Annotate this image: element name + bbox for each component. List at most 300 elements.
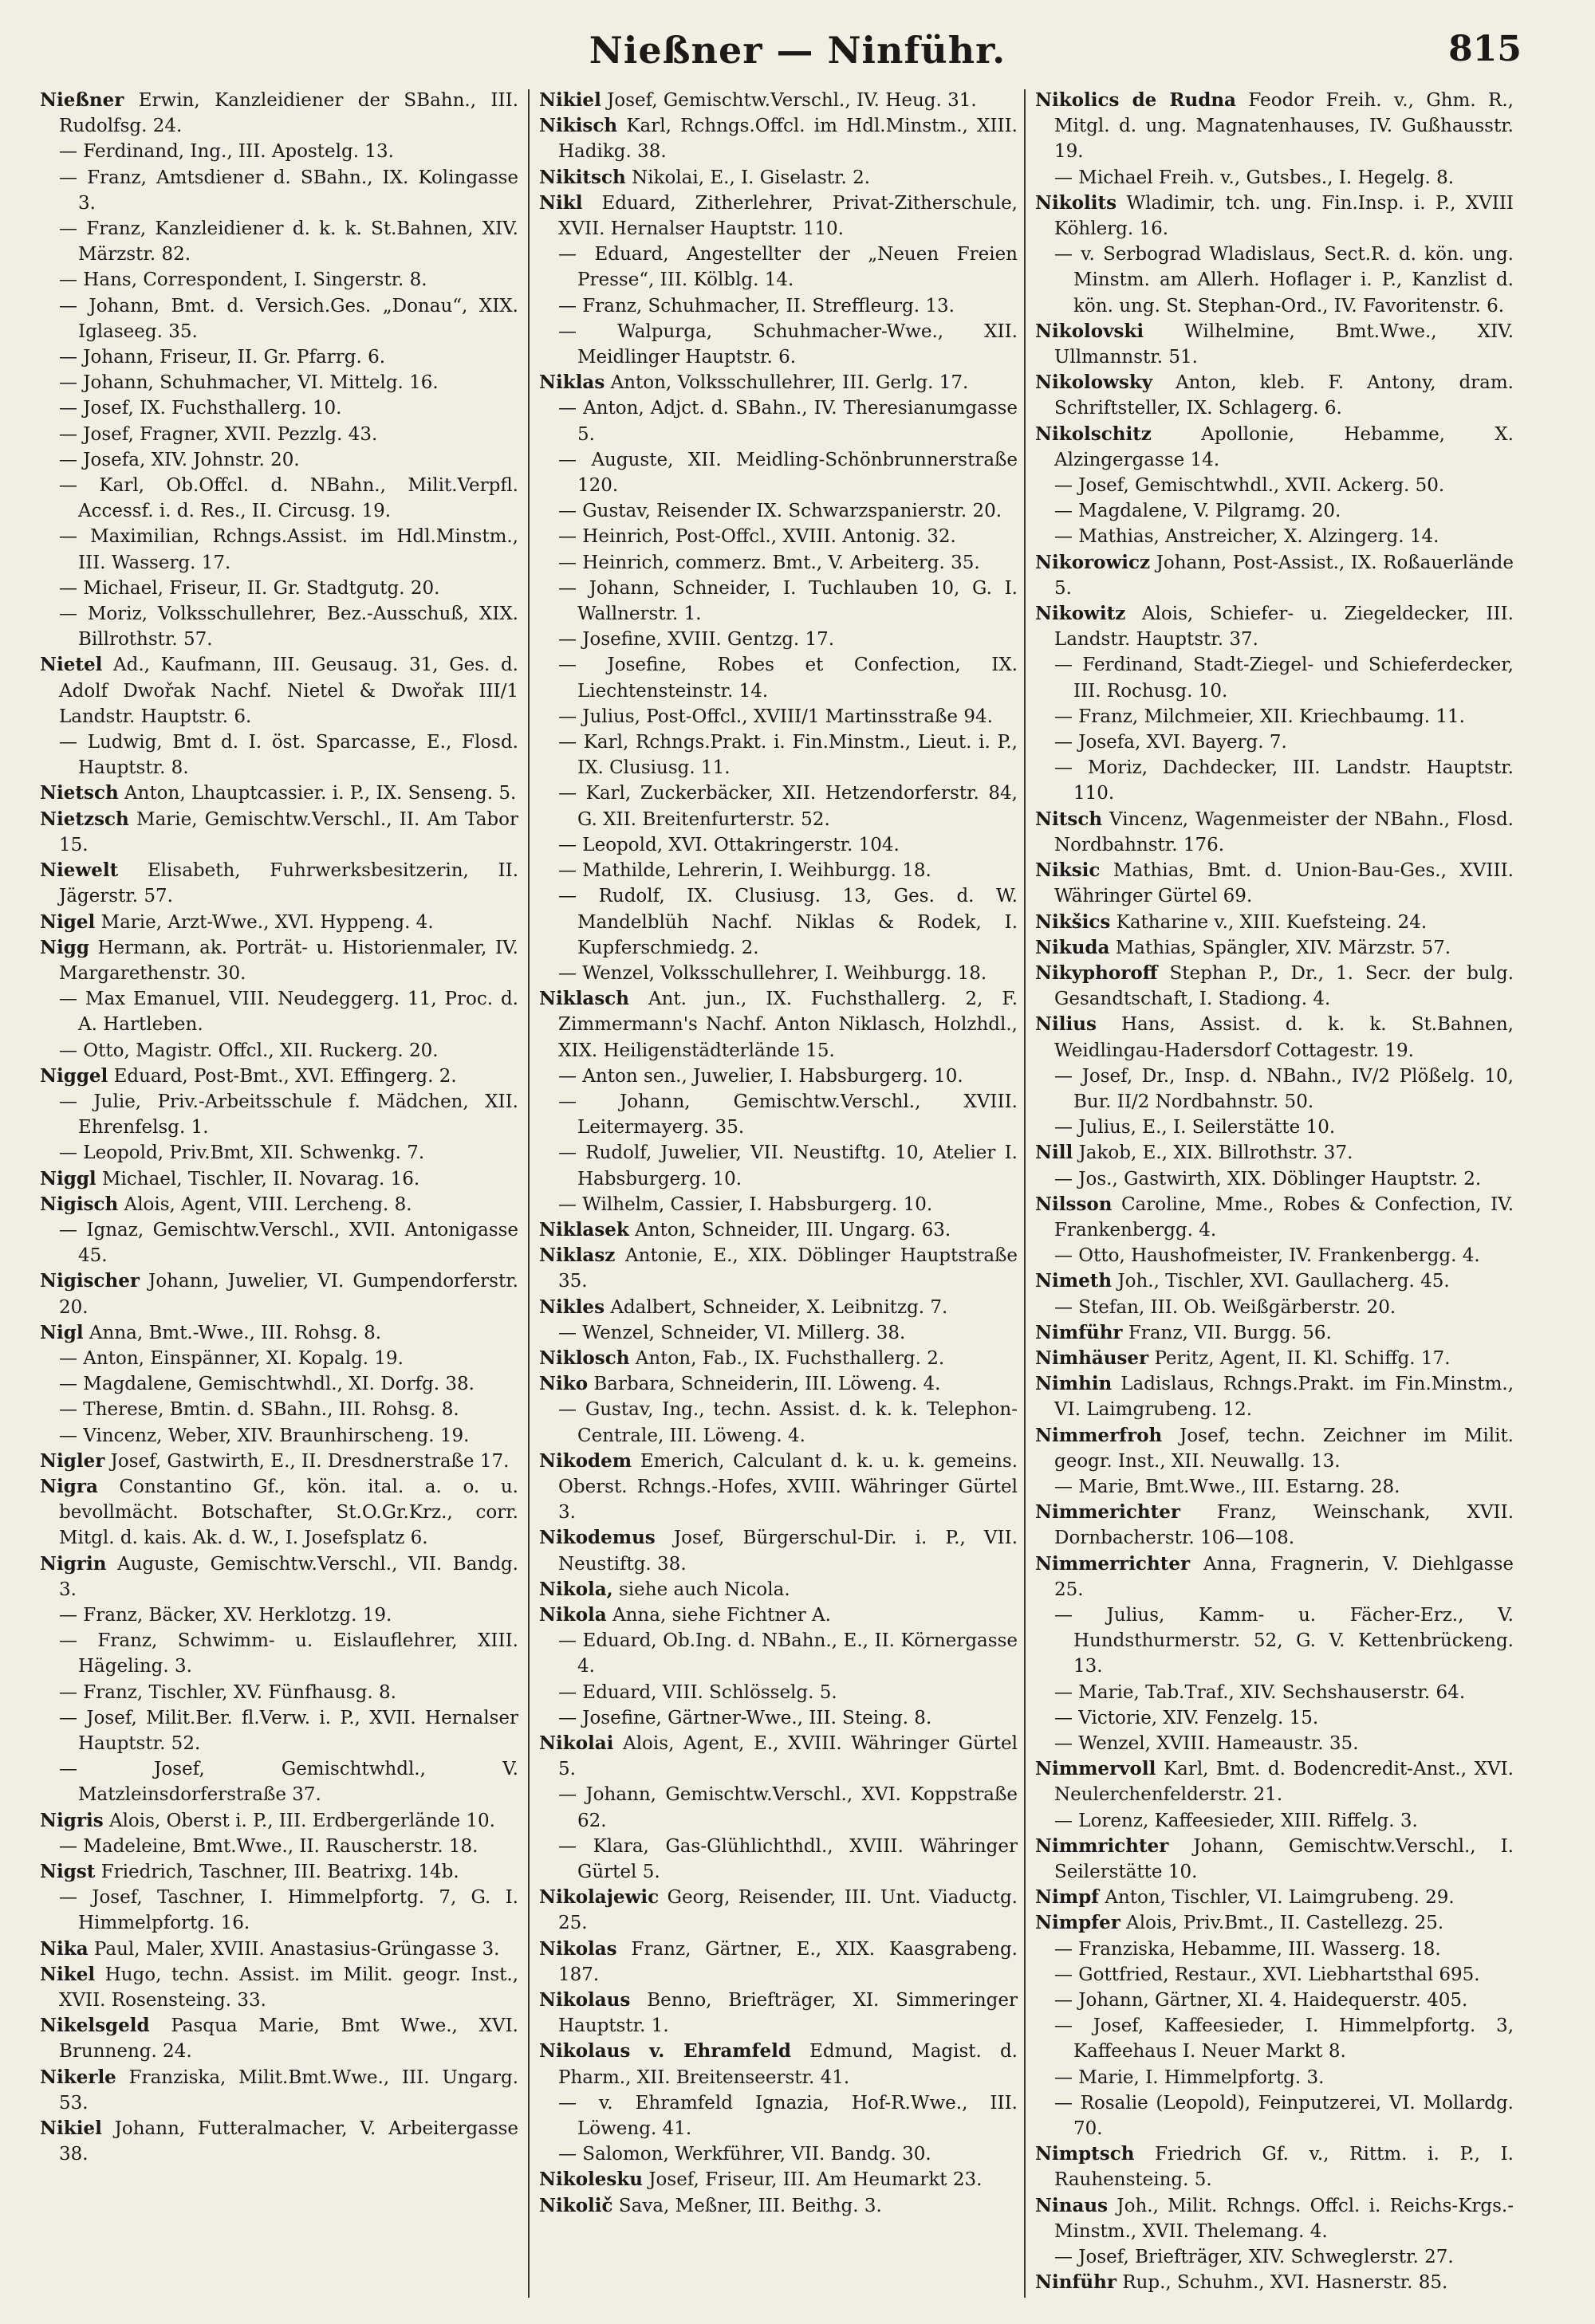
entry-surname: Nigg [40,936,89,958]
directory-entry [539,1243,1018,1294]
entry-text: — Josefine, Robes et Confection, IX. Liechtensteinstr. 14. [558,655,1018,702]
directory-entry [539,1449,1018,1526]
page-header [0,24,1595,88]
entry-text: — Heinrich, Post-Offcl., XVIII. Antonig. 32. [558,526,956,548]
directory-entry [539,576,1018,627]
entry-surname: Niko [539,1373,589,1395]
entry-text: — Franz, Amtsdiener d. SBahn., IX. Kolingasse 3. [59,167,518,214]
entry-text: Anna, Fragnerin, V. Diehlgasse 25. [1054,1553,1514,1600]
directory-entry [40,447,518,473]
directory-entry [1035,755,1514,806]
directory-entry [539,113,1018,164]
directory-entry [1035,1192,1514,1243]
entry-text: Alois, Oberst i. P., III. Erdbergerlände 10. [108,1810,495,1831]
directory-entry [40,165,518,216]
directory-entry [539,1885,1018,1936]
entry-text: Rup., Schuhm., XVI. Hasnerstr. 85. [1122,2272,1448,2294]
entry-text: Barbara, Schneiderin, III. Löweng. 4. [593,1374,941,1395]
directory-entry [539,293,1018,319]
entry-text: Anton, Volksschullehrer, III. Gerlg. 17. [610,372,969,394]
entry-text: — Klara, Gas-Glühlichthdl., XVIII. Währinger Gürtel 5. [558,1835,1018,1883]
entry-surname: Nikuda [1035,936,1110,958]
directory-entry [539,652,1018,703]
entry-text: Constantino Gf., kön. ital. a. o. u. bevollmächt. Botschafter, St.O.Gr.Krz., corr. Mitgl. d. kais. Ak. d. W., I. Josefsplatz 6. [59,1476,518,1549]
directory-entry [1035,1346,1514,1371]
entry-text: — Josef, Briefträger, XIV. Schweglerstr. 27. [1054,2247,1454,2268]
entry-surname: Nietsch [40,782,119,804]
directory-entry [40,395,518,421]
entry-text: — Josef, Taschner, I. Himmelpfortg. 7, G. I. Himmelpfortg. 16. [59,1887,518,1934]
directory-entry [539,165,1018,191]
directory-entry [1035,1885,1514,1910]
entry-text: — Auguste, XII. Meidling-Schönbrunnerstraße 120. [558,449,1018,497]
directory-entry [539,447,1018,498]
directory-entry [539,395,1018,446]
directory-entry [539,1192,1018,1217]
directory-entry [1035,807,1514,858]
entry-text: — Franziska, Hebamme, III. Wasserg. 18. [1054,1938,1441,1960]
entry-text: Alois, Priv.Bmt., II. Castellezg. 25. [1126,1913,1444,1934]
directory-entry [40,422,518,447]
entry-text: — Gottfried, Restaur., XVI. Liebhartsthal 695. [1054,1964,1480,1985]
entry-surname: Nikl [539,191,583,214]
directory-entry [1035,498,1514,524]
entry-surname: Niklosch [539,1347,630,1369]
directory-entry [1035,1423,1514,1474]
directory-entry [1035,1115,1514,1140]
directory-entry [539,242,1018,293]
directory-entry [1035,1474,1514,1500]
entry-text: Franz, Weinschank, XVII. Dornbacherstr. 106—108. [1054,1502,1514,1549]
entry-text: — Max Emanuel, VIII. Neudeggerg. 11, Proc. d. A. Hartleben. [59,989,518,1036]
directory-entry [40,1089,518,1140]
directory-entry [1035,910,1514,935]
directory-entry [40,1962,518,2013]
directory-entry [1035,2270,1514,2295]
entry-surname: Nikelsgeld [40,2015,150,2037]
directory-entry [539,2141,1018,2167]
entry-text: — v. Ehramfeld Ignazia, Hof-R.Wwe., III. Löweng. 41. [558,2092,1018,2140]
entry-text: — Mathilde, Lehrerin, I. Weihburgg. 18. [558,860,931,882]
entry-text: — Johann, Schuhmacher, VI. Mittelg. 16. [59,372,439,394]
entry-surname: Nimmerrichter [1035,1552,1191,1575]
entry-surname: Niksic [1035,859,1101,882]
entry-text: — Josef, Kaffeesieder, I. Himmelpfortg. 3, Kaffeehaus I. Neuer Markt 8. [1054,2015,1514,2063]
entry-text: Apollonie, Hebamme, X. Alzingergasse 14. [1054,423,1514,470]
entry-text: — Franz, Schuhmacher, II. Streffleurg. 13. [558,295,955,317]
entry-text: Ladislaus, Rchngs.Prakt. im Fin.Minstm., VI. Laimgrubeng. 12. [1054,1374,1514,1421]
directory-entry [40,1423,518,1449]
directory-entry [40,1140,518,1166]
entry-text: — Marie, Bmt.Wwe., III. Estarng. 28. [1054,1476,1400,1497]
directory-entry [1035,1371,1514,1422]
entry-text: Nikolai, E., I. Giselastr. 2. [632,167,871,188]
entry-text: Anton, Schneider, III. Ungarg. 63. [635,1219,951,1241]
page-number: 815 [1448,29,1522,69]
entry-text: — Julie, Priv.-Arbeitsschule f. Mädchen, XII. Ehrenfelsg. 1. [59,1091,518,1138]
entry-surname: Nikolits [1035,191,1117,214]
directory-entry [1035,1808,1514,1834]
directory-entry [1035,2141,1514,2192]
entry-text: Erwin, Kanzleidiener der SBahn., III. Rudolfsg. 24. [59,90,518,137]
entry-text: — Rudolf, IX. Clusiusg. 13, Ges. d. W. Mandelblüh Nachf. Niklas & Rodek, I. Kupferschmiedg. 2. [558,886,1018,958]
directory-entry [539,370,1018,395]
directory-entry [1035,191,1514,242]
entry-text: — Johann, Bmt. d. Versich.Ges. „Donau“, XIX. Iglaseeg. 35. [59,295,518,342]
directory-entry [1035,1756,1514,1807]
entry-surname: Niklasek [539,1218,629,1241]
directory-entry [539,729,1018,781]
entry-surname: Nikolics de Rudna [1035,89,1236,111]
directory-entry [539,1397,1018,1448]
entry-surname: Ninführ [1035,2271,1116,2294]
entry-text: — Wilhelm, Cassier, I. Habsburgerg. 10. [558,1193,933,1215]
entry-text: Jakob, E., XIX. Billrothstr. 37. [1078,1142,1353,1164]
directory-entry [40,1397,518,1422]
directory-entry [539,2167,1018,2192]
entry-surname: Ninaus [1035,2194,1109,2216]
entry-text: — Gustav, Ing., techn. Assist. d. k. k. Telephon-Centrale, III. Löweng. 4. [558,1399,1018,1446]
entry-surname: Niklas [539,372,605,394]
directory-entry [40,1371,518,1397]
directory-entry [1035,524,1514,549]
directory-entry [40,986,518,1037]
directory-entry [1035,961,1514,1012]
entry-surname: Nikodemus [539,1527,656,1549]
directory-entry [539,550,1018,576]
directory-entry [539,1217,1018,1243]
entry-surname: Nikowitz [1035,603,1126,625]
entry-text: Benno, Briefträger, XI. Simmeringer Hauptstr. 1. [558,1990,1018,2037]
directory-entry [40,781,518,806]
entry-text: Anton, Lhauptcassier. i. P., IX. Senseng. 5. [124,783,517,804]
entry-text: Wladimir, tch. ung. Fin.Insp. i. P., XVIII Köhlerg. 16. [1054,192,1514,240]
entry-text: Josef, techn. Zeichner im Milit. geogr. Inst., XII. Neuwallg. 13. [1054,1425,1514,1472]
entry-text: Alois, Schiefer- u. Ziegeldecker, III. Landstr. Hauptstr. 37. [1054,604,1514,651]
entry-surname: Nill [1035,1142,1073,1164]
directory-entry [539,1371,1018,1397]
directory-entry [40,370,518,395]
entry-surname: Nikel [40,1963,96,1985]
entry-text: Josef, Friseur, III. Am Heumarkt 23. [648,2169,983,2191]
entry-surname: Nikolajewic [539,1886,660,1909]
entry-text: — Leopold, XVI. Ottakringerstr. 104. [558,834,900,855]
directory-entry [40,601,518,652]
entry-text: — Josefa, XVI. Bayerg. 7. [1054,732,1287,753]
directory-entry [1035,550,1514,601]
directory-entry [40,1346,518,1371]
entry-text: — Josefa, XIV. Johnstr. 20. [59,449,300,470]
entry-text: — Ferdinand, Stadt-Ziegel- und Schieferdecker, III. Rochusg. 10. [1054,655,1514,702]
entry-text: Josef, Bürgerschul-Dir. i. P., VII. Neustiftg. 38. [558,1528,1018,1575]
entry-text: Georg, Reisender, III. Unt. Viaductg. 25. [558,1887,1018,1934]
directory-entry [40,1808,518,1834]
directory-entry [539,1782,1018,1833]
entry-text: — v. Serbograd Wladislaus, Sect.R. d. kön. ung. Minstm. am Allerh. Hoflager i. P., Kanzlist d. kön. ung. St. Stephan-Ord., IV. Favoritenstr. 6. [1054,244,1514,317]
entry-surname: Nigst [40,1861,96,1883]
entry-text: Franz, VII. Burgg. 56. [1128,1322,1332,1343]
entry-text: Antonie, E., XIX. Döblinger Hauptstraße 35. [558,1245,1018,1292]
entry-surname: Nigl [40,1321,84,1343]
entry-text: Vincenz, Wagenmeister der NBahn., Flosd. Nordbahnstr. 176. [1054,808,1514,855]
directory-entry [539,191,1018,242]
directory-entry [1035,1705,1514,1731]
directory-entry [539,1140,1018,1191]
directory-entry [40,267,518,293]
directory-entry [1035,1910,1514,1936]
directory-entry [40,524,518,575]
directory-entry [40,935,518,986]
directory-entry [1035,1680,1514,1705]
entry-text: — Mathias, Anstreicher, X. Alzingerg. 14. [1054,526,1439,548]
directory-entry [539,781,1018,832]
entry-surname: Nikitsch [539,166,626,188]
directory-entry [1035,2065,1514,2090]
entry-text: — Eduard, Ob.Ing. d. NBahn., E., II. Körnergasse 4. [558,1630,1018,1677]
directory-entry [40,2013,518,2064]
directory-entry [40,473,518,524]
entry-text: Anton, Fab., IX. Fuchsthallerg. 2. [635,1347,945,1369]
entry-text: Ant. jun., IX. Fuchsthallerg. 2, F. Zimmermann's Nachf. Anton Niklasch, Holzhdl., XIX. Heiligenstädterlände 15. [558,989,1018,1061]
directory-entry [539,524,1018,549]
entry-text: — Josef, Gemischtwhdl., XVII. Ackerg. 50. [1054,475,1445,497]
directory-entry [1035,370,1514,421]
entry-text: — Wenzel, Volksschullehrer, I. Weihburgg. 18. [558,962,987,984]
directory-entry [539,1089,1018,1140]
entry-text: — Moriz, Volksschullehrer, Bez.-Ausschuß, XIX. Billrothstr. 57. [59,604,518,651]
column-2 [539,88,1018,2304]
directory-entry [40,1859,518,1885]
entry-text: — Marie, Tab.Traf., XIV. Sechshauserstr. 64. [1054,1681,1466,1703]
entry-surname: Nilsson [1035,1193,1113,1215]
entry-text: Anna, siehe Fichtner A. [612,1604,831,1626]
directory-entry [40,1320,518,1346]
entry-surname: Nikolesku [539,2169,644,2191]
directory-entry [40,807,518,858]
entry-surname: Nikolaus [539,1989,631,2011]
entry-text: Wilhelmine, Bmt.Wwe., XIV. Ullmannstr. 51. [1054,320,1514,368]
directory-entry [40,1064,518,1089]
entry-text: — Victorie, XIV. Fenzelg. 15. [1054,1707,1319,1728]
directory-entry [1035,1268,1514,1294]
column-3 [1035,88,1514,2304]
directory-entry [539,1295,1018,1320]
entry-text: Friedrich, Taschner, III. Beatrixg. 14b. [100,1862,459,1883]
entry-surname: Nietzsch [40,808,129,830]
entry-text: — Gustav, Reisender IX. Schwarzspanierstr. 20. [558,501,1002,522]
directory-entry [1035,2193,1514,2244]
entry-text: Edmund, Magist. d. Pharm., XII. Breitenseerstr. 41. [558,2041,1018,2088]
entry-text: — Karl, Ob.Offcl. d. NBahn., Milit.Verpfl. Accessf. i. d. Res., II. Circusg. 19. [59,475,518,522]
entry-surname: Nikšics [1035,910,1111,933]
entry-surname: Nilius [1035,1013,1097,1036]
entry-surname: Nimmerfroh [1035,1424,1163,1446]
directory-entry [1035,1937,1514,1962]
directory-entry [539,2090,1018,2141]
entry-surname: Niewelt [40,859,119,882]
directory-entry [1035,858,1514,909]
directory-entry [40,1192,518,1217]
entry-surname: Nikolowsky [1035,372,1153,394]
entry-text: — Ignaz, Gemischtw.Verschl., XVII. Antonigasse 45. [59,1219,518,1267]
entry-text: — Leopold, Priv.Bmt, XII. Schwenkg. 7. [59,1142,425,1164]
directory-entry [40,1217,518,1268]
entry-text: — Franz, Kanzleidiener d. k. k. St.Bahnen, XIV. Märzstr. 82. [59,218,518,265]
directory-entry [539,1525,1018,1576]
entry-text: Hans, Assist. d. k. k. St.Bahnen, Weidlingau-Hadersdorf Cottagestr. 19. [1054,1014,1514,1061]
entry-text: Karl, Bmt. d. Bodencredit-Anst., XVI. Neulerchenfelderstr. 21. [1054,1759,1514,1806]
entry-text: Alois, Agent, VIII. Lercheng. 8. [124,1193,412,1215]
directory-entry [40,1705,518,1756]
entry-text: — Therese, Bmtin. d. SBahn., III. Rohsg. 8. [59,1399,459,1421]
directory-entry [40,1885,518,1936]
entry-surname: Nikerle [40,2066,116,2088]
entry-text: Ad., Kaufmann, III. Geusaug. 31, Ges. d. Adolf Dwořak Nachf. Nietel & Dwořak III/1 Landstr. Hauptstr. 6. [59,655,518,727]
directory-entry [40,576,518,601]
directory-entry [40,1449,518,1474]
directory-entry [539,1064,1018,1089]
entry-text: Mathias, Spängler, XIV. Märzstr. 57. [1115,937,1451,958]
entry-text: — Maximilian, Rchngs.Assist. im Hdl.Minstm., III. Wasserg. 17. [59,526,518,573]
directory-entry [539,627,1018,652]
entry-surname: Nikola, [539,1578,613,1600]
directory-entry [539,1834,1018,1885]
entry-text: Johann, Juwelier, VI. Gumpendorferstr. 20. [59,1271,518,1318]
entry-text: Caroline, Mme., Robes & Confection, IV. Frankenbergg. 4. [1054,1193,1514,1241]
entry-surname: Nimführ [1035,1321,1123,1343]
entry-text: Katharine v., XIII. Kuefsteing. 24. [1116,911,1428,933]
entry-text: — Josef, Fragner, XVII. Pezzlg. 43. [59,423,378,445]
entry-text: — Michael Freih. v., Gutsbes., I. Hegelg. 8. [1054,167,1455,188]
entry-text: Anna, Bmt.-Wwe., III. Rohsg. 8. [89,1322,382,1343]
entry-surname: Nimeth [1035,1270,1113,1292]
entry-text: Michael, Tischler, II. Novarag. 16. [101,1168,420,1190]
entry-surname: Nikolai [539,1732,614,1754]
entry-surname: Nimptsch [1035,2143,1135,2165]
entry-surname: Nikolič [539,2194,613,2216]
directory-entry [1035,2013,1514,2064]
entry-text: — Josefine, XVIII. Gentzg. 17. [558,629,835,651]
entry-text: Auguste, Gemischtw.Verschl., VII. Bandg. 3. [59,1553,518,1600]
directory-entry [40,1551,518,1602]
directory-entry [539,704,1018,729]
entry-text: Hugo, techn. Assist. im Milit. geogr. Inst., XVII. Rosensteing. 33. [59,1964,518,2011]
entry-text: Peritz, Agent, II. Kl. Schiffg. 17. [1154,1347,1451,1369]
entry-surname: Niklasz [539,1245,616,1267]
directory-entry [40,1474,518,1551]
directory-entry [539,858,1018,883]
directory-entry [1035,1012,1514,1063]
entry-text: — Franz, Schwimm- u. Eislauflehrer, XIII. Hägeling. 3. [59,1630,518,1677]
entry-text: Johann, Futteralmacher, V. Arbeitergasse 38. [59,2118,518,2165]
entry-text: Johann, Post-Assist., IX. Roßauerlände 5. [1054,552,1514,599]
entry-surname: Nikola [539,1603,607,1626]
directory-entry [539,1731,1018,1782]
entry-text: — Julius, Kamm- u. Fächer-Erz., V. Hundsthurmerstr. 52, G. V. Kettenbrückeng. 13. [1054,1604,1514,1677]
entry-surname: Nigel [40,910,96,933]
entry-text: — Magdalene, Gemischtwhdl., XI. Dorfg. 38. [59,1374,475,1395]
entry-surname: Nikles [539,1296,605,1318]
entry-text: Josef, Gemischtw.Verschl., IV. Heug. 31. [607,90,977,111]
directory-entry [539,88,1018,113]
directory-entry [1035,1602,1514,1680]
entry-text: Joh., Tischler, XVI. Gaullacherg. 45. [1117,1271,1450,1292]
entry-text: Adalbert, Schneider, X. Leibnitzg. 7. [610,1296,948,1318]
entry-text: Stephan P., Dr., 1. Secr. der bulg. Gesandtschaft, I. Stadiong. 4. [1054,962,1514,1010]
entry-surname: Niklasch [539,988,630,1010]
directory-entry [1035,1962,1514,1988]
directory-entry [539,2193,1018,2219]
entry-surname: Nitsch [1035,808,1103,830]
directory-entry [40,344,518,370]
directory-entry [40,910,518,935]
entry-text: — Franz, Bäcker, XV. Herklotzg. 19. [59,1604,392,1626]
directory-entry [1035,729,1514,755]
entry-text: — Rosalie (Leopold), Feinputzerei, VI. Mollardg. 70. [1054,2092,1514,2140]
directory-entry [1035,1551,1514,1602]
entry-text: — Anton sen., Juwelier, I. Habsburgerg. 10. [558,1065,963,1087]
entry-text: siehe auch Nicola. [619,1579,790,1600]
directory-entry [1035,1243,1514,1268]
entry-surname: Nikolovski [1035,320,1144,342]
directory-entry [1035,1988,1514,2013]
directory-entry [1035,473,1514,498]
directory-entry [1035,1731,1514,1756]
directory-entry [1035,601,1514,652]
entry-text: Sava, Meßner, III. Beithg. 3. [618,2195,882,2216]
directory-entry [40,2065,518,2116]
entry-surname: Nietel [40,654,103,676]
entry-text: Anton, kleb. F. Antony, dram. Schriftsteller, IX. Schlagerg. 6. [1054,372,1514,419]
entry-surname: Nießner [40,89,124,111]
directory-entry [40,2116,518,2167]
entry-surname: Niggel [40,1064,108,1087]
directory-entry [1035,704,1514,729]
directory-entry [539,1320,1018,1346]
entry-surname: Nikolaus v. Ehramfeld [539,2040,791,2063]
entry-text: — Michael, Friseur, II. Gr. Stadtgutg. 20. [59,577,440,599]
entry-surname: Nimhin [1035,1373,1113,1395]
running-head: Nießner — Ninführ. [589,29,1006,72]
entry-text: Elisabeth, Fuhrwerksbesitzerin, II. Jägerstr. 57. [59,860,518,907]
entry-text: — Franz, Tischler, XV. Fünfhausg. 8. [59,1681,396,1703]
column-divider [1024,89,1026,2298]
directory-entry [40,729,518,781]
entry-text: — Jos., Gastwirth, XIX. Döblinger Hauptstr. 2. [1054,1168,1482,1190]
entry-text: — Ludwig, Bmt d. I. öst. Sparcasse, E., Flosd. Hauptstr. 8. [59,732,518,779]
entry-text: — Eduard, Angestellter der „Neuen Freien Presse“, III. Kölblg. 14. [558,244,1018,291]
entry-text: — Heinrich, commerz. Bmt., V. Arbeiterg. 35. [558,552,980,573]
directory-entry [539,1346,1018,1371]
entry-text: Feodor Freih. v., Ghm. R., Mitgl. d. ung. Magnatenhauses, IV. Gußhausstr. 19. [1054,90,1514,163]
directory-entry [539,1680,1018,1705]
entry-text: — Anton, Einspänner, XI. Kopalg. 19. [59,1347,404,1369]
directory-entry [40,1680,518,1705]
entry-surname: Nikiel [539,89,601,111]
directory-entry [539,498,1018,524]
directory-entry [40,1166,518,1192]
column-1 [40,88,518,2304]
entry-text: Marie, Gemischtw.Verschl., II. Am Tabor 15. [59,808,518,855]
directory-entry [1035,165,1514,191]
entry-surname: Nimmervoll [1035,1758,1156,1780]
entry-surname: Nigisch [40,1193,119,1215]
entry-text: Eduard, Zitherlehrer, Privat-Zitherschule, XVII. Hernalser Hauptstr. 110. [558,192,1018,240]
directory-entry [40,293,518,344]
entry-text: — Josef, Gemischtwhdl., V. Matzleinsdorferstraße 37. [59,1759,518,1806]
directory-entry [1035,1295,1514,1320]
directory-entry [40,88,518,139]
